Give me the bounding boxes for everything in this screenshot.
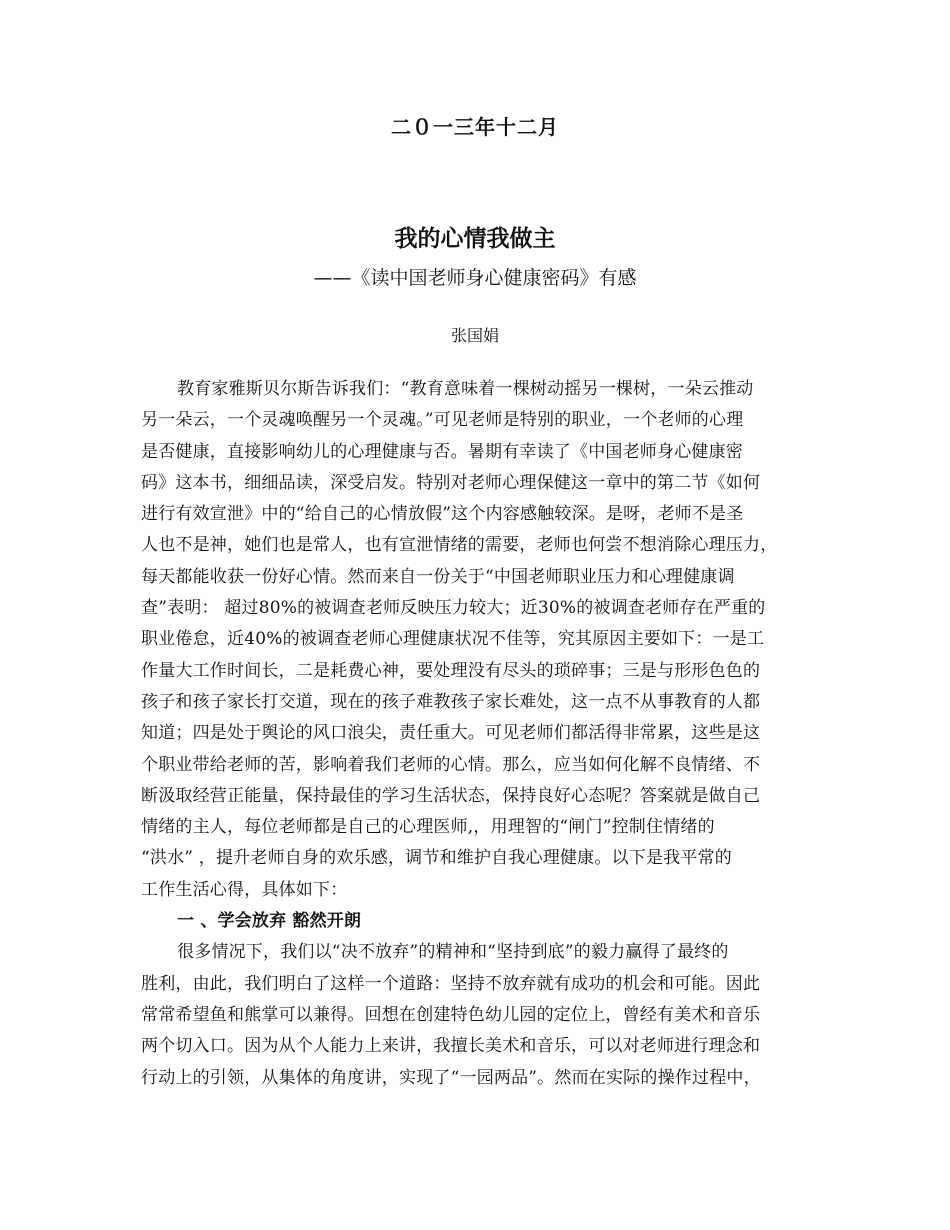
text-line: 两个切入口。因为从个人能力上来讲，我擅长美术和音乐，可以对老师进行理念和 <box>141 1036 761 1057</box>
text-line: 情绪的主人，每位老师都是自己的心理医师,，用理智的“闸门”控制住情绪的 <box>141 817 715 838</box>
author-name: 张国娟 <box>450 326 499 345</box>
text-line: 知道；四是处于舆论的风口浪尖，责任重大。可见老师们都活得非常累，这些是这 <box>141 723 761 744</box>
text-line: 个职业带给老师的苦，影响着我们老师的心情。那么，应当如何化解不良情绪、不 <box>141 754 761 775</box>
paragraph-2 <box>141 937 821 1093</box>
text-line: 是否健康，直接影响幼儿的心理健康与否。暑期有幸读了《中国老师身心健康密 <box>141 441 743 462</box>
text-line: 孩子和孩子家长打交道，现在的孩子难教孩子家长难处，这一点不从事教育的人都 <box>141 691 761 712</box>
text-line: 断汲取经营正能量，保持最佳的学习生活状态，保持良好心态呢？答案就是做自己 <box>141 785 761 806</box>
text-line: 很多情况下，我们以“决不放弃”的精神和“坚持到底”的毅力赢得了最终的 <box>177 942 729 963</box>
date-heading: 二０一三年十二月 <box>391 115 559 139</box>
text-line: 工作生活心得，具体如下： <box>141 879 348 900</box>
text-line: 常常希望鱼和熊掌可以兼得。回想在创建特色幼儿园的定位上，曾经有美术和音乐 <box>141 1004 761 1025</box>
text-line: “洪水” ，提升老师自身的欢乐感，调节和维护自我心理健康。以下是我平常的 <box>141 848 732 869</box>
text-line: 教育家雅斯贝尔斯告诉我们：“教育意味着一棵树动摇另一棵树，一朵云推动 <box>177 379 754 399</box>
text-line: 人也不是神，她们也是常人，也有宣泄情绪的需要，老师也何尝不想消除心理压力， <box>141 535 778 556</box>
text-line: 码》这本书，细细品读，深受启发。特别对老师心理保健这一章中的第二节《如何 <box>141 472 761 493</box>
article-body <box>141 374 821 1094</box>
text-line: 进行有效宣泄》中的“给自己的心情放假”这个内容感触较深。是呀，老师不是圣 <box>141 504 744 525</box>
article-title: 我的心情我做主 <box>394 226 556 252</box>
text-line: 另一朵云，一个灵魂唤醒另一个灵魂。”可见老师是特别的职业，一个老师的心理 <box>141 410 744 431</box>
section-heading: 一 、学会放弃 豁然开朗 <box>177 911 362 932</box>
text-line: 行动上的引领，从集体的角度讲，实现了“一园两品”。然而在实际的操作过程中， <box>141 1067 761 1088</box>
article-subtitle: ——《读中国老师身心健康密码》有感 <box>313 267 637 289</box>
text-line: 职业倦怠，近40%的被调查老师心理健康状况不佳等，究其原因主要如下：一是工 <box>141 629 765 650</box>
text-line: 每天都能收获一份好心情。然而来自一份关于“中国老师职业压力和心理健康调 <box>141 566 735 587</box>
paragraph-1 <box>141 374 821 906</box>
text-line: 查”表明： 超过80%的被调查老师反映压力较大；近30%的被调查老师存在严重的 <box>141 598 766 619</box>
text-line: 胜利，由此，我们明白了这样一个道路：坚持不放弃就有成功的机会和可能。因此 <box>141 973 761 994</box>
text-line: 作量大工作时间长，二是耗费心神，要处理没有尽头的琐碎事；三是与形形色色的 <box>141 660 761 681</box>
